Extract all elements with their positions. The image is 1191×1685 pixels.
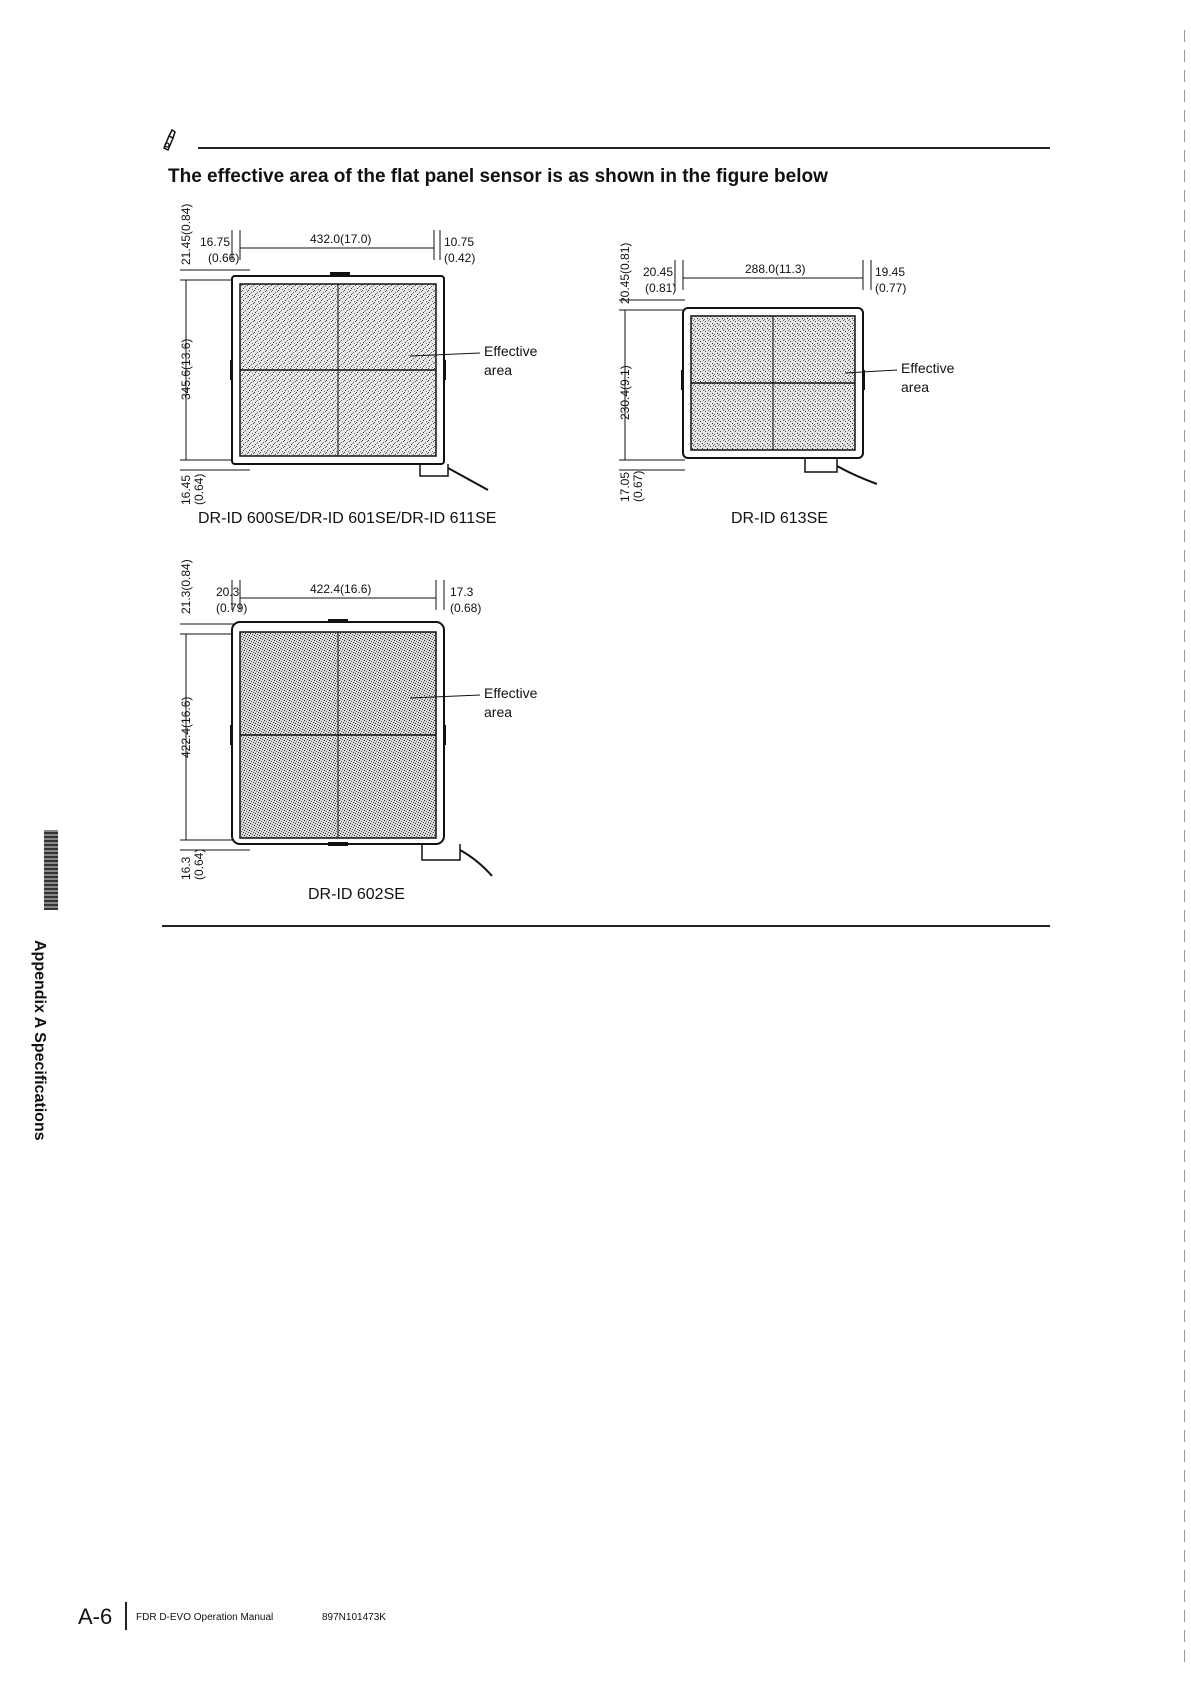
bottom-rule [162, 925, 1050, 927]
fig2-left-margin: 20.45 [643, 265, 674, 279]
fig2-width-dim: 288.0(11.3) [745, 262, 806, 276]
fig3-bottom-margin-in: (0.64) [192, 848, 206, 880]
footer-separator [125, 1602, 127, 1630]
fig1-height-dim: 345.6(13.6) [179, 338, 193, 400]
section-heading: The effective area of the flat panel sensor is as shown in the figure below [168, 166, 828, 187]
side-tab-marker [44, 830, 58, 910]
fig1-caption: DR-ID 600SE/DR-ID 601SE/DR-ID 611SE [198, 510, 497, 527]
fig2-bottom-margin-in: (0.67) [631, 470, 645, 502]
fig1-left-margin-in: (0.66) [208, 251, 240, 265]
fig1-bottom-margin-in: (0.64) [192, 473, 206, 505]
top-rule [198, 147, 1050, 149]
fig3-caption: DR-ID 602SE [308, 886, 405, 903]
fig2-caption: DR-ID 613SE [731, 510, 828, 527]
footer-page-number: A-6 [78, 1604, 113, 1629]
fig3-right-margin: 17.3 [450, 585, 474, 599]
fig2-right-margin: 19.45 [875, 265, 906, 279]
fig3-top-margin: 21.3(0.84) [179, 559, 193, 614]
fig2-left-margin-in: (0.81) [645, 281, 677, 295]
fig3-left-margin: 20.3 [216, 585, 240, 599]
figure-600se-drawing [170, 200, 610, 530]
fig1-label-line1: Effective [484, 343, 538, 359]
fig3-bottom-margin: 16.3 [179, 856, 193, 880]
fig1-bottom-margin: 16.45 [179, 474, 193, 505]
fig2-label-line2: area [901, 379, 930, 395]
footer-doc-code: 897N101473K [322, 1612, 386, 1623]
figure-613se [605, 220, 965, 530]
figure-602se-drawing [170, 548, 610, 888]
fig2-height-dim: 230.4(9.1) [618, 365, 632, 420]
fig3-height-dim: 422.4(16.6) [179, 696, 193, 758]
fig3-label-line2: area [484, 704, 513, 720]
figure-602se [170, 548, 610, 908]
figure-613se-drawing [605, 220, 965, 530]
fig3-left-margin-in: (0.79) [216, 601, 248, 615]
fig1-left-margin: 16.75 [200, 235, 231, 249]
figure-600se [170, 200, 610, 530]
fig3-label-line1: Effective [484, 685, 538, 701]
hand-pencil-icon [160, 128, 184, 152]
fig1-label-line2: area [484, 362, 513, 378]
side-tab-label: Appendix A Specifications [31, 940, 48, 1141]
fig1-right-margin-in: (0.42) [444, 251, 476, 265]
fig2-label-line1: Effective [901, 360, 955, 376]
fig1-right-margin: 10.75 [444, 235, 475, 249]
page-edge-line [1184, 30, 1185, 1670]
fig2-bottom-margin: 17.05 [618, 471, 632, 502]
footer-manual-title: FDR D-EVO Operation Manual [136, 1612, 274, 1623]
fig3-right-margin-in: (0.68) [450, 601, 482, 615]
fig2-right-margin-in: (0.77) [875, 281, 907, 295]
fig2-top-margin: 20.45(0.81) [618, 242, 632, 304]
fig1-width-dim: 432.0(17.0) [310, 232, 372, 246]
fig1-top-margin: 21.45(0.84) [179, 203, 193, 265]
fig3-width-dim: 422.4(16.6) [310, 582, 372, 596]
